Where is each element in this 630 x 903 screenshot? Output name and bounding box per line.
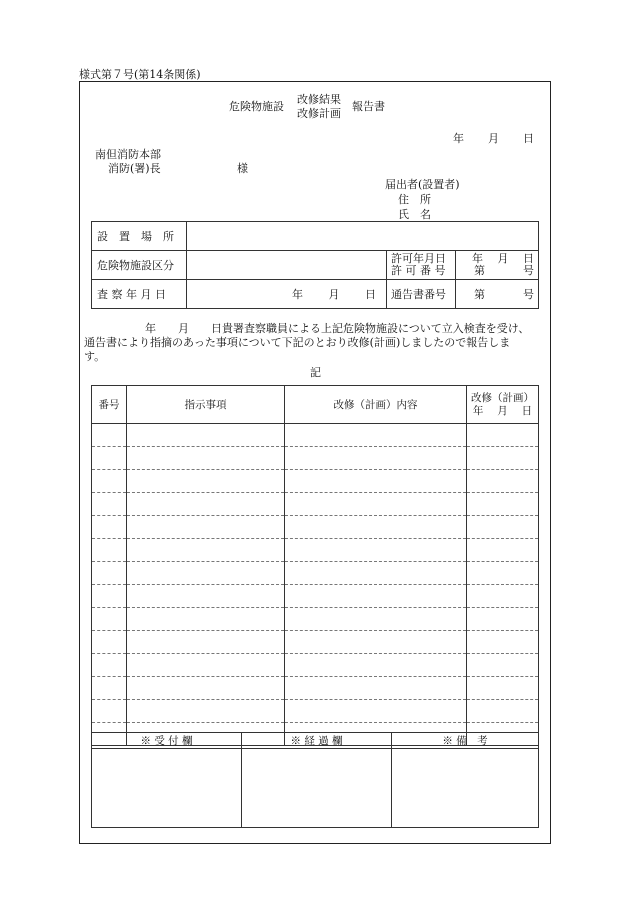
name-label: 氏 名 (398, 208, 431, 221)
reporter-label: 届出者(設置者) (385, 178, 460, 191)
title-prefix: 危険物施設 (229, 100, 284, 113)
number-cell[interactable] (92, 470, 127, 493)
honorific: 様 (237, 162, 248, 175)
date-cell[interactable] (467, 493, 539, 516)
instruction-cell[interactable] (127, 424, 285, 447)
notice-number-value[interactable] (456, 280, 539, 309)
instruction-cell[interactable] (127, 493, 285, 516)
col-content-header: 改修（計画）内容 (285, 386, 467, 424)
ki-label: 記 (310, 366, 321, 379)
instruction-cell[interactable] (127, 585, 285, 608)
content-cell[interactable] (285, 493, 467, 516)
table-row (92, 700, 539, 723)
table-row (92, 470, 539, 493)
number-cell[interactable] (92, 539, 127, 562)
instruction-cell[interactable] (127, 562, 285, 585)
col-instruction-header: 指示事項 (127, 386, 285, 424)
number-cell[interactable] (92, 631, 127, 654)
reception-header: ※ 受 付 欄 (92, 733, 242, 749)
content-cell[interactable] (285, 608, 467, 631)
content-cell[interactable] (285, 562, 467, 585)
permit-number-value[interactable] (460, 265, 534, 277)
table-row (92, 562, 539, 585)
remarks-field[interactable] (392, 749, 539, 828)
content-cell[interactable] (285, 677, 467, 700)
progress-header: ※ 経 過 欄 (242, 733, 392, 749)
number-cell[interactable] (92, 585, 127, 608)
col-date-header-line1: 改修（計画） (471, 391, 534, 404)
date-year: 年 (453, 132, 464, 145)
date-cell[interactable] (467, 447, 539, 470)
date-cell[interactable] (467, 539, 539, 562)
date-cell[interactable] (467, 585, 539, 608)
date-cell[interactable] (467, 424, 539, 447)
table-row (92, 447, 539, 470)
date-cell[interactable] (467, 654, 539, 677)
number-cell[interactable] (92, 677, 127, 700)
remediation-table (91, 385, 539, 746)
permit-number-label: 許 可 番 号 (391, 264, 446, 277)
date-cell[interactable] (467, 631, 539, 654)
date-cell[interactable] (467, 516, 539, 539)
table-row (92, 516, 539, 539)
col-date-header (467, 386, 539, 424)
permit-date-value[interactable]: 年 月 日 (472, 252, 534, 265)
instruction-cell[interactable] (127, 447, 285, 470)
permit-number-suffix: 号 (523, 264, 534, 277)
number-cell[interactable] (92, 700, 127, 723)
number-cell[interactable] (92, 608, 127, 631)
addressee-chief: 消防(署)長 (108, 162, 161, 175)
table-row (92, 654, 539, 677)
table-row (92, 424, 539, 447)
table-row (92, 631, 539, 654)
date-day: 日 (523, 132, 534, 145)
paragraph-line-3: す。 (84, 350, 106, 363)
table-row (92, 539, 539, 562)
number-cell[interactable] (92, 516, 127, 539)
table-row (92, 585, 539, 608)
content-cell[interactable] (285, 424, 467, 447)
address-label: 住 所 (398, 193, 431, 206)
office-use-table (91, 732, 539, 828)
content-cell[interactable] (285, 654, 467, 677)
content-cell[interactable] (285, 700, 467, 723)
instruction-cell[interactable] (127, 700, 285, 723)
title-option-plan: 改修計画 (297, 107, 341, 120)
date-cell[interactable] (467, 677, 539, 700)
instruction-cell[interactable] (127, 608, 285, 631)
title-suffix: 報告書 (352, 100, 385, 113)
inspection-label: 査 察 年 月 日 (92, 280, 187, 309)
form-number: 様式第７号(第14条関係) (79, 68, 201, 81)
instruction-cell[interactable] (127, 631, 285, 654)
notice-number-suffix: 号 (523, 288, 534, 301)
addressee-org: 南但消防本部 (95, 148, 161, 161)
instruction-cell[interactable] (127, 677, 285, 700)
instruction-cell[interactable] (127, 539, 285, 562)
number-cell[interactable] (92, 424, 127, 447)
facility-info-table (91, 221, 539, 309)
location-label: 設 置 場 所 (92, 222, 187, 251)
category-field[interactable] (187, 251, 387, 280)
title-option-result: 改修結果 (297, 93, 341, 106)
date-month: 月 (488, 132, 499, 145)
number-cell[interactable] (92, 654, 127, 677)
table-row (92, 608, 539, 631)
table-row (92, 493, 539, 516)
permit-number-prefix: 第 (474, 264, 485, 277)
instruction-cell[interactable] (127, 654, 285, 677)
date-cell[interactable] (467, 608, 539, 631)
col-number-header: 番号 (92, 386, 127, 424)
paragraph-line-1: 年 月 日貴署査察職員による上記危険物施設について立入検査を受け、 (145, 322, 530, 335)
progress-field[interactable] (242, 749, 392, 828)
col-date-header-line2: 年 月 日 (472, 404, 533, 417)
date-cell[interactable] (467, 470, 539, 493)
number-cell[interactable] (92, 562, 127, 585)
inspection-date-value[interactable]: 年 月 日 (187, 280, 387, 309)
instruction-cell[interactable] (127, 516, 285, 539)
paragraph-line-2: 通告書により指摘のあった事項について下記のとおり改修(計画)しましたので報告しま (84, 336, 511, 349)
location-field[interactable] (187, 222, 539, 251)
notice-number-prefix: 第 (474, 288, 485, 301)
permit-date-label: 許可年月日 (391, 252, 446, 265)
reception-field[interactable] (92, 749, 242, 828)
content-cell[interactable] (285, 631, 467, 654)
content-cell[interactable] (285, 539, 467, 562)
number-cell[interactable] (92, 447, 127, 470)
number-cell[interactable] (92, 493, 127, 516)
date-cell[interactable] (467, 562, 539, 585)
content-cell[interactable] (285, 516, 467, 539)
date-cell[interactable] (467, 700, 539, 723)
remarks-header: ※ 備 考 (392, 733, 539, 749)
content-cell[interactable] (285, 447, 467, 470)
notice-number-label: 通告書番号 (387, 280, 456, 309)
category-label: 危険物施設区分 (92, 251, 187, 280)
content-cell[interactable] (285, 470, 467, 493)
content-cell[interactable] (285, 585, 467, 608)
instruction-cell[interactable] (127, 470, 285, 493)
table-row (92, 677, 539, 700)
